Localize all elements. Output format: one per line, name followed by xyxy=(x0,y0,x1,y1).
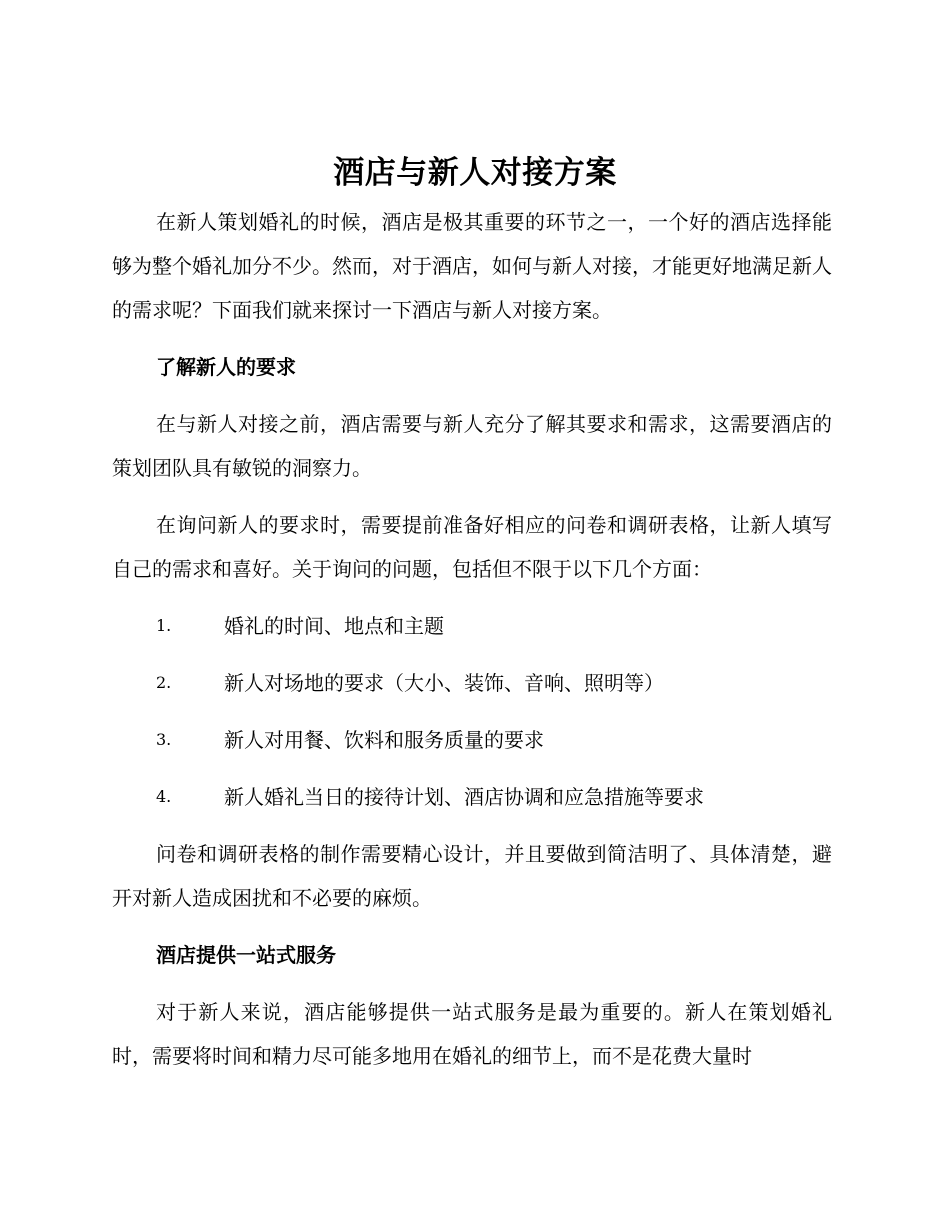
list-item-number: 4. xyxy=(156,787,172,806)
section-heading-one-stop-service: 酒店提供一站式服务 xyxy=(156,943,336,967)
list-item xyxy=(112,661,832,705)
requirements-list xyxy=(112,604,832,819)
list-item xyxy=(112,718,832,762)
list-item xyxy=(112,604,832,648)
document-title: 酒店与新人对接方案 xyxy=(333,155,617,191)
requirements-paragraph-2: 在询问新人的要求时，需要提前准备好相应的问卷和调研表格，让新人填写自己的需求和喜好。关于询问的问题，包括但不限于以下几个方面： xyxy=(112,513,832,581)
one-stop-service-paragraph-1: 对于新人来说，酒店能够提供一站式服务是最为重要的。新人在策划婚礼时，需要将时间和精力尽可能多地用在婚礼的细节上，而不是花费大量时 xyxy=(112,1000,832,1068)
list-item-number: 1. xyxy=(156,616,172,635)
requirements-paragraph-1: 在与新人对接之前，酒店需要与新人充分了解其要求和需求，这需要酒店的策划团队具有敏锐的洞察力。 xyxy=(112,412,832,480)
list-item-number: 2. xyxy=(156,673,172,692)
document-body xyxy=(112,200,832,1091)
section-heading-requirements: 了解新人的要求 xyxy=(156,355,296,379)
list-item-text: 新人对用餐、饮料和服务质量的要求 xyxy=(224,728,544,752)
list-item-number: 3. xyxy=(156,730,172,749)
list-item-text: 新人对场地的要求（大小、装饰、音响、照明等） xyxy=(224,671,664,695)
intro-paragraph: 在新人策划婚礼的时候，酒店是极其重要的环节之一，一个好的酒店选择能够为整个婚礼加分不少。然而，对于酒店，如何与新人对接，才能更好地满足新人的需求呢？下面我们就来探讨一下酒店与新人对接方案。 xyxy=(112,210,832,322)
list-item-text: 新人婚礼当日的接待计划、酒店协调和应急措施等要求 xyxy=(224,785,704,809)
list-item-text: 婚礼的时间、地点和主题 xyxy=(224,614,444,638)
list-item xyxy=(112,775,832,819)
requirements-paragraph-3: 问卷和调研表格的制作需要精心设计，并且要做到简洁明了、具体清楚，避开对新人造成困扰和不必要的麻烦。 xyxy=(112,842,832,910)
